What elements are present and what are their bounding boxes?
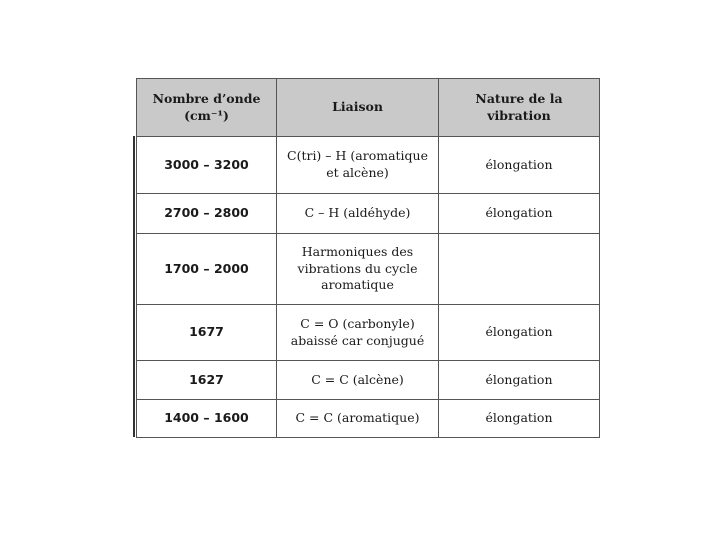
vibration-cell — [439, 234, 600, 305]
wavenumber-cell: 2700 – 2800 — [137, 194, 277, 234]
vibration-cell: élongation — [439, 137, 600, 194]
bond-cell: C – H (aldéhyde) — [277, 194, 439, 234]
vibration-cell: élongation — [439, 400, 600, 438]
table-row — [137, 400, 600, 438]
wavenumber-cell: 1400 – 1600 — [137, 400, 277, 438]
table-row — [137, 305, 600, 361]
bond-cell — [277, 234, 439, 305]
bond-line: vibrations du cycle — [297, 260, 418, 276]
header-vibration-line1: Nature de la — [475, 90, 563, 106]
bond-cell: C = C (alcène) — [277, 361, 439, 400]
ir-absorption-table — [136, 78, 600, 438]
header-vibration — [439, 79, 600, 137]
header-vibration-line2: vibration — [487, 107, 551, 123]
bond-cell: C = C (aromatique) — [277, 400, 439, 438]
table-row — [137, 361, 600, 400]
header-row — [137, 79, 600, 137]
bond-line: C = O (carbonyle) — [300, 315, 415, 331]
table-row — [137, 137, 600, 194]
header-wavenumber — [137, 79, 277, 137]
header-bond: Liaison — [277, 79, 439, 137]
wavenumber-cell: 1677 — [137, 305, 277, 361]
header-wavenumber-line1: Nombre d’onde — [152, 90, 261, 106]
vibration-cell: élongation — [439, 361, 600, 400]
wavenumber-cell: 1700 – 2000 — [137, 234, 277, 305]
bond-cell — [277, 305, 439, 361]
bond-line: et alcène) — [326, 165, 389, 180]
table-row — [137, 194, 600, 234]
bond-line: abaissé car conjugué — [290, 332, 425, 348]
left-border-rule — [133, 136, 135, 437]
bond-line: C(tri) – H (aromatique — [287, 148, 428, 164]
vibration-cell: élongation — [439, 305, 600, 361]
bond-cell — [277, 137, 439, 194]
header-wavenumber-unit: (cm⁻¹) — [184, 107, 229, 123]
bond-line: aromatique — [321, 277, 394, 293]
vibration-cell: élongation — [439, 194, 600, 234]
table-row — [137, 234, 600, 305]
bond-line: Harmoniques des — [301, 243, 414, 259]
wavenumber-cell: 1627 — [137, 361, 277, 400]
wavenumber-cell: 3000 – 3200 — [137, 137, 277, 194]
